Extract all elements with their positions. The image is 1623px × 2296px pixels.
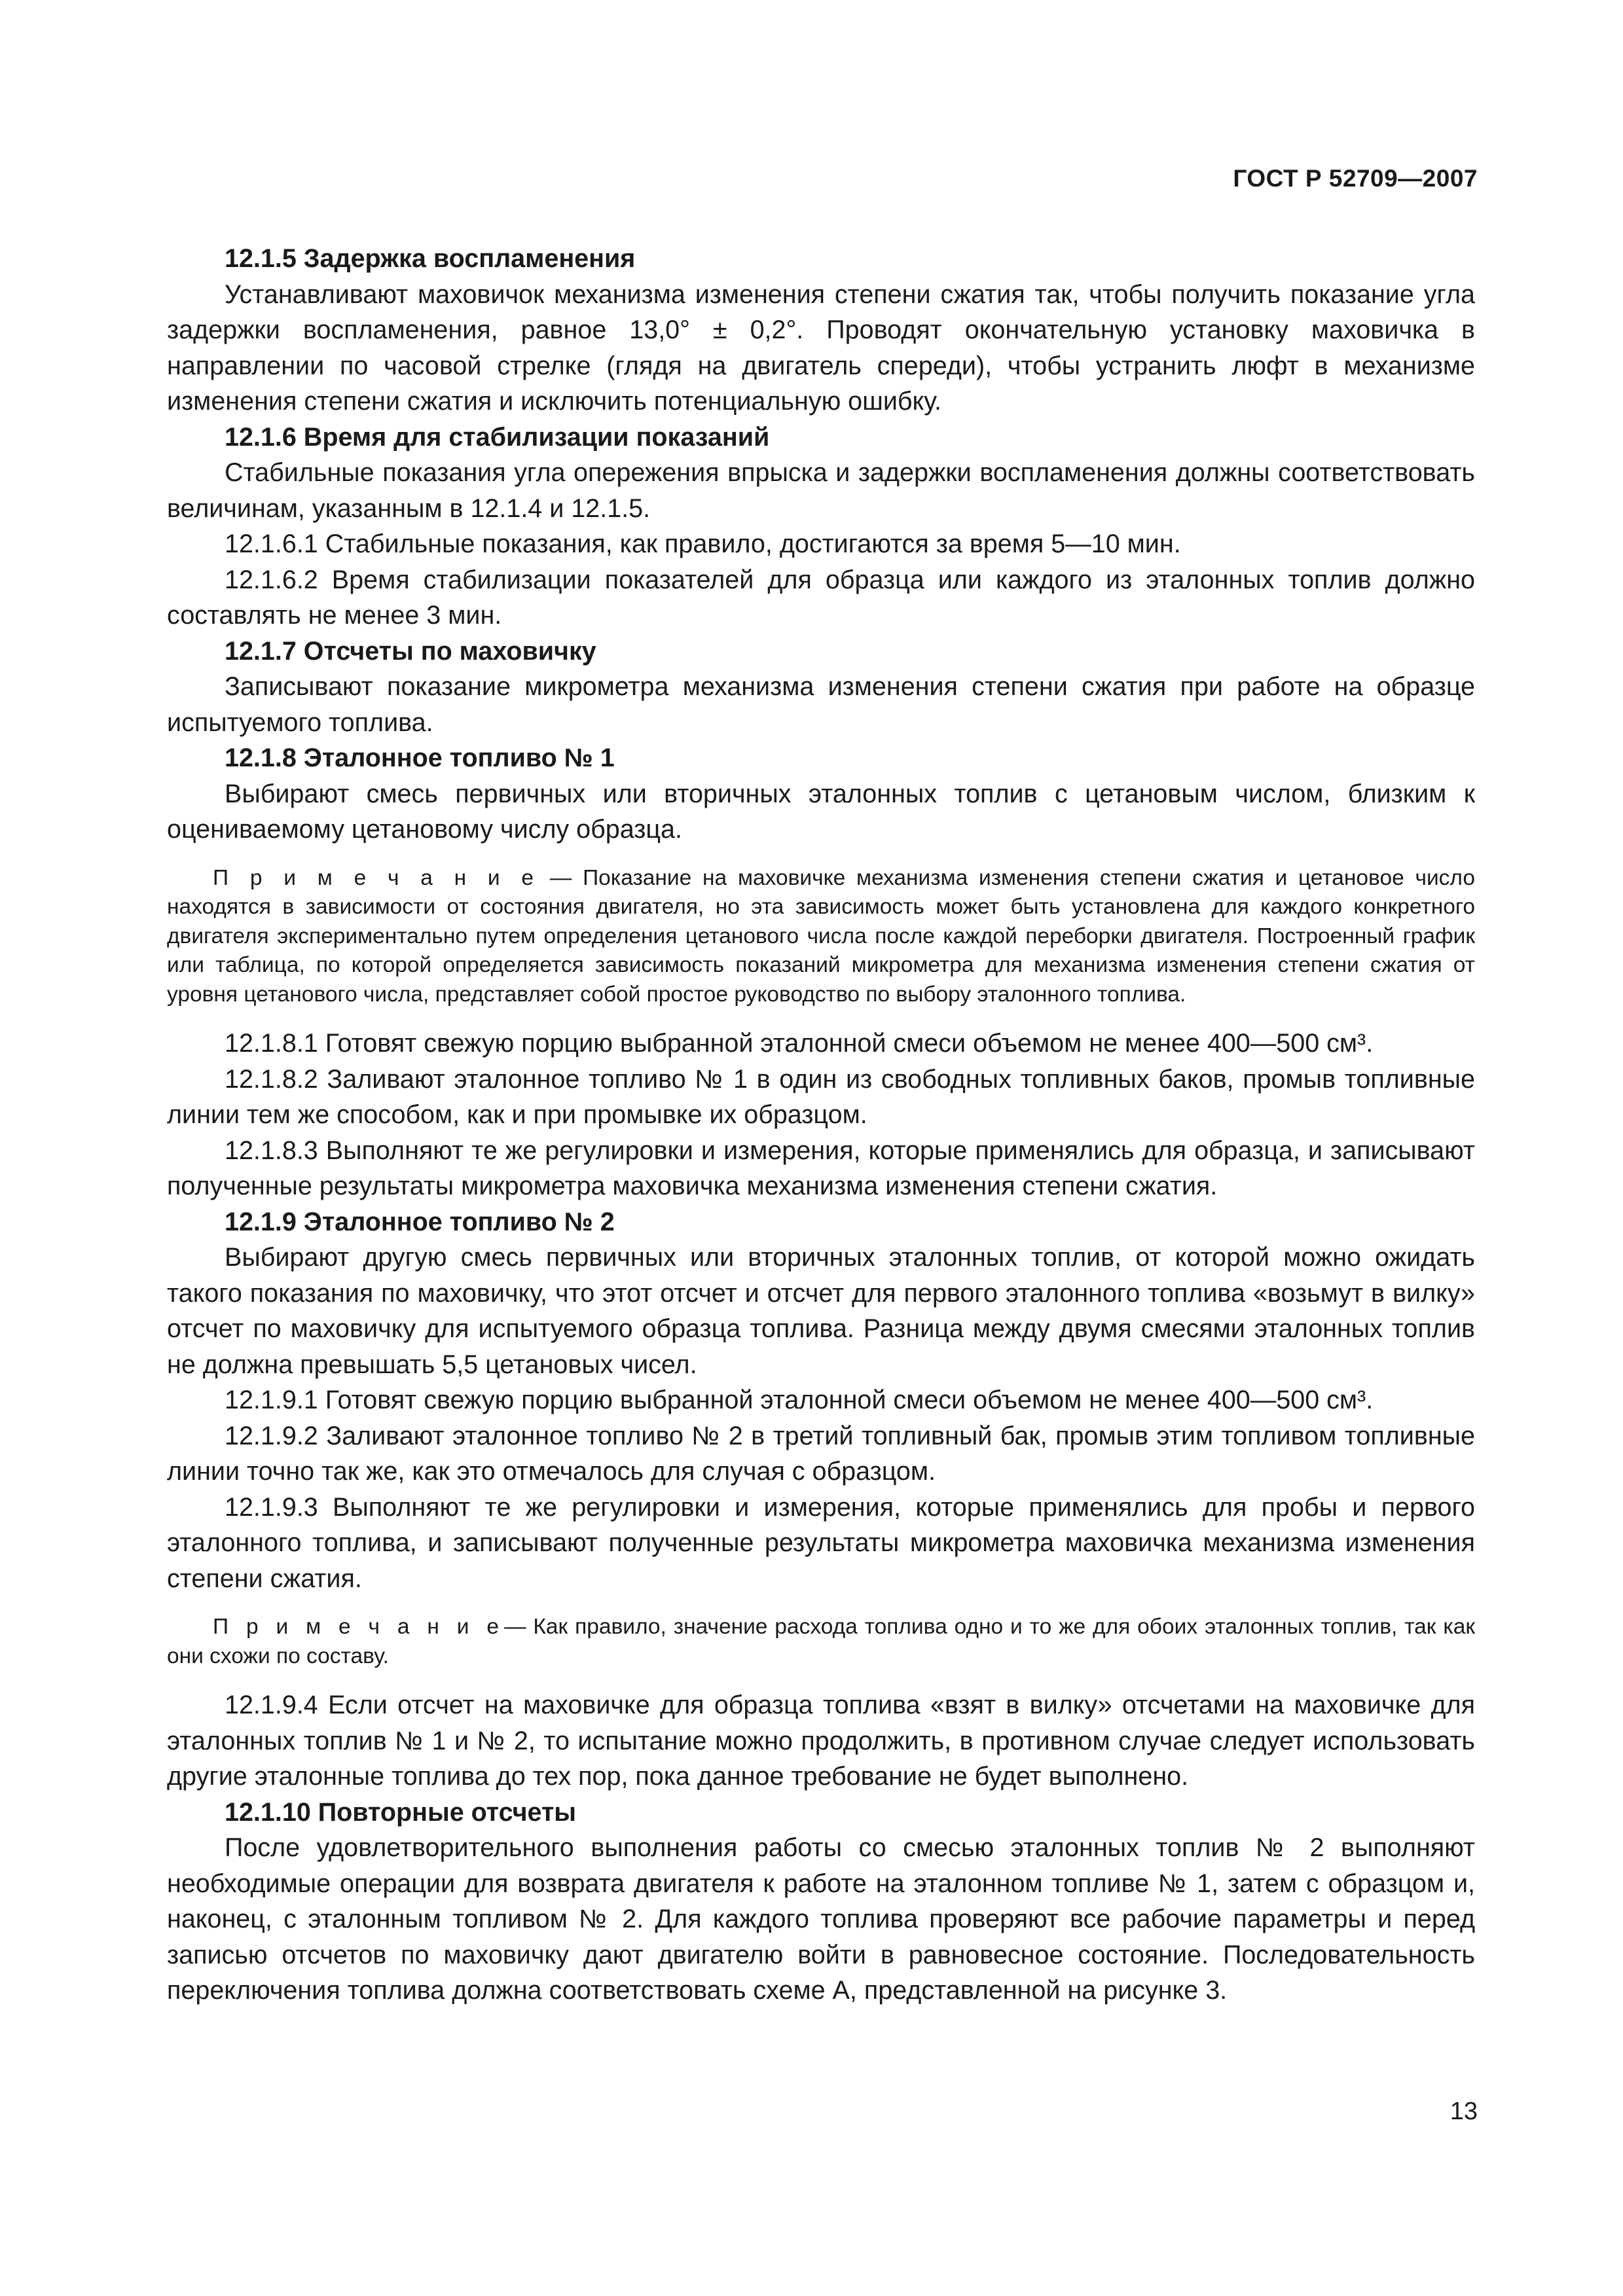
body-paragraph: 12.1.9.3 Выполняют те же регулировки и измерения, которые применялись для пробы и первого эталонного топлива, и записывают полученные результаты микрометра маховичка механизма изменения степени сжатия. [167, 1492, 1475, 1593]
document-id: ГОСТ Р 52709—2007 [1233, 165, 1478, 192]
note-label: П р и м е ч а н и е [213, 865, 539, 890]
body-paragraph: 12.1.6.1 Стабильные показания, как правило, достигаются за время 5—10 мин. [225, 529, 1181, 558]
section-heading: 12.1.7 Отсчеты по маховичку [225, 636, 596, 666]
section-heading: 12.1.6 Время для стабилизации показаний [225, 422, 770, 452]
document-body [167, 241, 1475, 2009]
body-paragraph: Выбирают смесь первичных или вторичных эталонных топлив с цетановым числом, близким к оцениваемому цетановому числу образца. [167, 779, 1475, 844]
note-text: — Как правило, значение расхода топлива одно и то же для обоих эталонных топлив, так как они схожи по составу. [167, 1615, 1476, 1668]
body-paragraph: Стабильные показания угла опережения впрыска и задержки воспламенения должны соответствовать величинам, указанным в 12.1.4 и 12.1.5. [167, 458, 1475, 523]
body-paragraph: После удовлетворительного выполнения работы со смесью эталонных топлив № 2 выполняют необходимые операции для возврата двигателя к работе на эталонном топливе № 1, затем с образцом и, наконец, с эталонным топливом № 2. Для каждого топлива проверяют все рабочие параметры и перед записью отсчетов по маховичку дают двигателю войти в равновесное состояние. Последовательность переключения топлива должна соответствовать схеме А, представленной на рисунке 3. [167, 1833, 1475, 2005]
body-paragraph: 12.1.9.4 Если отсчет на маховичке для образца топлива «взят в вилку» отсчетами на маховичке для эталонных топлив № 1 и № 2, то испытание можно продолжить, в противном случае следует использовать другие эталонные топлива до тех пор, пока данное требование не будет выполнено. [167, 1691, 1475, 1791]
body-paragraph: Выбирают другую смесь первичных или вторичных эталонных топлив, от которой можно ожидать такого показания по маховичку, что этот отсчет и отсчет для первого эталонного топлива «возьмут в вилку» отсчет по маховичку для испытуемого образца топлива. Разница между двумя смесями эталонных топлив не должна превышать 5,5 цетановых чисел. [167, 1243, 1475, 1379]
body-paragraph: 12.1.8.3 Выполняют те же регулировки и измерения, которые применялись для образца, и записывают полученные результаты микрометра маховичка механизма изменения степени сжатия. [167, 1136, 1475, 1200]
note-paragraph [167, 864, 1475, 1010]
body-paragraph: Записывают показание микрометра механизма изменения степени сжатия при работе на образце испытуемого топлива. [167, 672, 1475, 737]
body-paragraph: 12.1.9.1 Готовят свежую порцию выбранной эталонной смеси объемом не менее 400—500 см³. [225, 1386, 1374, 1414]
body-paragraph: 12.1.8.1 Готовят свежую порцию выбранной эталонной смеси объемом не менее 400—500 см³. [225, 1029, 1374, 1058]
note-paragraph [167, 1613, 1475, 1671]
section-heading: 12.1.10 Повторные отсчеты [225, 1797, 577, 1827]
body-paragraph: 12.1.6.2 Время стабилизации показателей для образца или каждого из эталонных топлив должно составлять не менее 3 мин. [167, 565, 1475, 630]
section-heading: 12.1.5 Задержка воспламенения [225, 244, 636, 273]
section-heading: 12.1.9 Эталонное топливо № 2 [225, 1207, 615, 1236]
note-text: — Показание на маховичке механизма изменения степени сжатия и цетановое число находятся в зависимости от состояния двигателя, но эта зависимость может быть установлена для каждого конкретного двигателя экспериментально путем определения цетанового числа после каждой переборки двигателя. Построенный график или таблица, по которой определяется зависимость показаний микрометра для механизма изменения степени сжатия от уровня цетанового числа, представляет собой простое руководство по выбору эталонного топлива. [167, 865, 1475, 1007]
section-heading: 12.1.8 Эталонное топливо № 1 [225, 744, 615, 772]
body-paragraph: 12.1.8.2 Заливают эталонное топливо № 1 в один из свободных топливных баков, промыв топливные линии тем же способом, как и при промывке их образцом. [167, 1064, 1475, 1129]
body-paragraph: 12.1.9.2 Заливают эталонное топливо № 2 в третий топливный бак, промыв этим топливом топливные линии точно так же, как это отмечалось для случая с образцом. [167, 1421, 1475, 1486]
page-number: 13 [1450, 2098, 1478, 2125]
body-paragraph: Устанавливают маховичок механизма изменения степени сжатия так, чтобы получить показание угла задержки воспламенения, равное 13,0° ± 0,2°. Проводят окончательную установку маховичка в направлении по часовой стрелке (глядя на двигатель спереди), чтобы устранить люфт в механизме изменения степени сжатия и исключить потенциальную ошибку. [167, 279, 1475, 416]
note-label: П р и м е ч а н и е [213, 1615, 504, 1639]
